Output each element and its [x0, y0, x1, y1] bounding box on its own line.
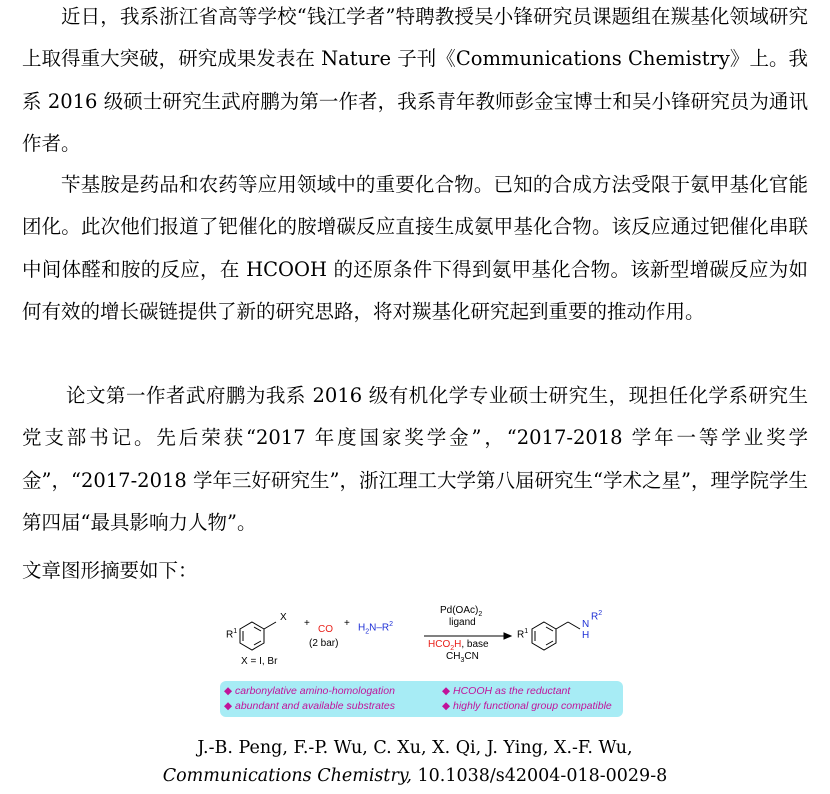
feature-item: ◆ highly functional group compatible [442, 700, 612, 712]
product-r1-label: $R^1$ [517, 628, 529, 641]
graphical-abstract [218, 603, 626, 721]
citation-journal: Communications Chemistry, [162, 766, 412, 786]
feature-item: ◆ carbonylative amino-homologation [224, 685, 395, 697]
product-nh-hydrogen: H [582, 630, 590, 641]
halide-x-label: X [280, 612, 287, 623]
catalyst-label: $Pd(OAc)_2$ [440, 605, 483, 618]
carbon-monoxide: CO [318, 624, 333, 635]
figure-intro: 文章图形摘要如下： [22, 559, 198, 582]
product-nitrogen: N [582, 619, 590, 630]
aryl-halide-structure [240, 622, 276, 650]
citation-authors: J.-B. Peng, F.-P. Wu, C. Xu, X. Qi, J. Ying, X.-F. Wu, [197, 738, 633, 758]
co-pressure: (2 bar) [309, 638, 339, 649]
paragraph-first-author: 论文第一作者武府鹏为我系 2016 级有机化学专业硕士研究生，现担任化学系研究生党支部书记。先后荣获“2017 年度国家奖学金”，“2017-2018 学年一等学业奖学金”，“2017-2018 学年三好研究生”，浙江理工大学第八届研究生“学术之星”，理学院学生第四届“最具影响力人物”。 [22, 384, 808, 535]
paragraph-news: 近日，我系浙江省高等学校“钱江学者”特聘教授吴小锋研究员课题组在羰基化领域研究上取得重大突破，研究成果发表在 Nature 子刊《Communications Chemistry》上。我系 2016 级硕士研究生武府鹏为第一作者，我系青年教师彭金宝博士和吴小锋研究员为通讯作者。 [22, 5, 808, 156]
plus-sign-2: + [344, 618, 350, 629]
feature-item: ◆ HCOOH as the reductant [442, 685, 571, 697]
features-box [220, 681, 623, 717]
product-structure [532, 622, 580, 650]
product-r2-label: $R^2$ [591, 610, 603, 623]
r1-label: $R^1$ [226, 628, 238, 641]
feature-item: ◆ abundant and available substrates [224, 700, 395, 712]
ligand-label: ligand [449, 617, 476, 628]
x-definition: X = I, Br [241, 656, 278, 667]
reductant-base-label: $HCO_2H$, base [428, 639, 489, 652]
citation-source [0, 765, 830, 787]
citation-doi: 10.1038/s42004-018-0029-8 [417, 766, 668, 786]
plus-sign-1: + [304, 618, 310, 629]
amine-reagent: $H_2N-R^2$ [358, 621, 394, 636]
paragraph-research-summary: 苄基胺是药品和农药等应用领域中的重要化合物。已知的合成方法受限于氨甲基化官能团化。此次他们报道了钯催化的胺增碳反应直接生成氨甲基化合物。该反应通过钯催化串联中间体醛和胺的反应，在 HCOOH 的还原条件下得到氨甲基化合物。该新型增碳反应为如何有效的增长碳链提供了新的研究思路，将对羰基化研究起到重要的推动作用。 [22, 173, 808, 324]
solvent-label: $CH_3CN$ [446, 651, 479, 664]
